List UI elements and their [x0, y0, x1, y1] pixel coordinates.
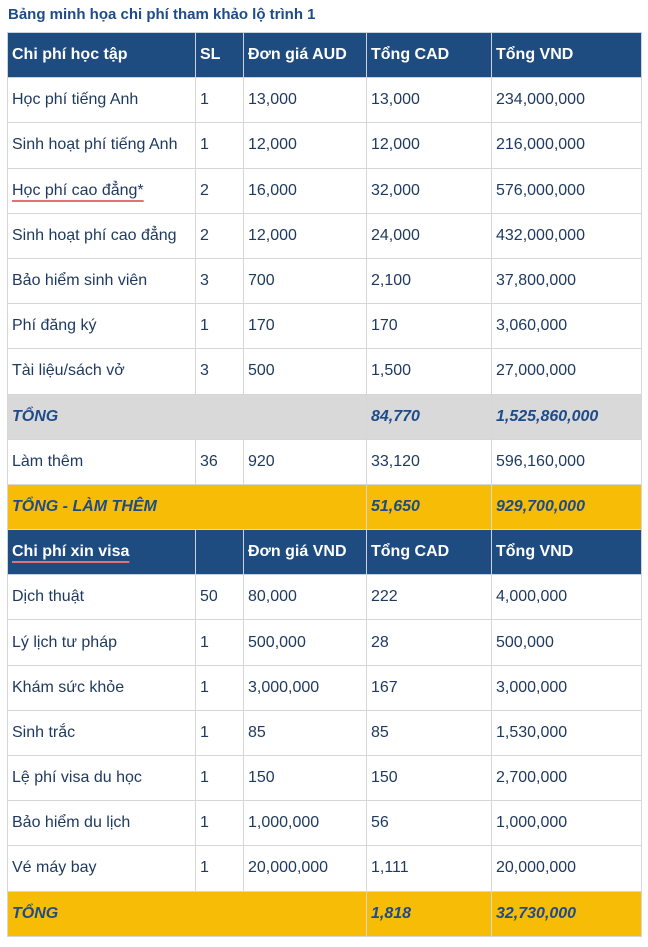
total-vnd: 4,000,000 — [492, 575, 642, 620]
header-cell: Tổng VND — [492, 33, 642, 78]
total-cad: 12,000 — [367, 123, 492, 168]
table-caption: Bảng minh họa chi phí tham khảo lộ trình 1 — [8, 6, 316, 23]
header-cell: Chi phí học tập — [8, 33, 196, 78]
quantity: 2 — [196, 168, 244, 213]
unit-price: 80,000 — [244, 575, 367, 620]
item-name: Phí đăng ký — [8, 304, 196, 349]
total-cad: 170 — [367, 304, 492, 349]
item-name: Dịch thuật — [8, 575, 196, 620]
total-cad: 167 — [367, 665, 492, 710]
item-name: Sinh trắc — [8, 710, 196, 755]
spellcheck-underlined-text: Học phí cao đẳng* — [12, 181, 144, 199]
header-cell: Tổng CAD — [367, 530, 492, 575]
table-row — [8, 620, 642, 665]
table-row — [8, 756, 642, 801]
net-total-row — [8, 484, 642, 529]
cost-table — [7, 32, 642, 937]
table-row — [8, 213, 642, 258]
item-name: Lý lịch tư pháp — [8, 620, 196, 665]
total-vnd: 576,000,000 — [492, 168, 642, 213]
unit-price: 3,000,000 — [244, 665, 367, 710]
total-cad: 24,000 — [367, 213, 492, 258]
unit-price: 12,000 — [244, 213, 367, 258]
total-vnd: 432,000,000 — [492, 213, 642, 258]
item-name — [8, 168, 196, 213]
unit-price: 170 — [244, 304, 367, 349]
table-row — [8, 710, 642, 755]
total-vnd: 2,700,000 — [492, 756, 642, 801]
header-cell — [8, 530, 196, 575]
study-total-row — [8, 394, 642, 439]
total-cad: 1,111 — [367, 846, 492, 891]
total-vnd: 234,000,000 — [492, 78, 642, 123]
spellcheck-underlined-text: Chi phí xin visa — [12, 543, 130, 561]
item-name: Sinh hoạt phí cao đẳng — [8, 213, 196, 258]
quantity: 1 — [196, 665, 244, 710]
quantity: 1 — [196, 710, 244, 755]
quantity: 1 — [196, 846, 244, 891]
header-cell: Tổng CAD — [367, 33, 492, 78]
unit-price: 150 — [244, 756, 367, 801]
unit-price: 16,000 — [244, 168, 367, 213]
total-label: TỔNG - LÀM THÊM — [8, 484, 367, 529]
total-cad: 51,650 — [367, 484, 492, 529]
quantity: 1 — [196, 620, 244, 665]
quantity: 3 — [196, 258, 244, 303]
total-cad: 28 — [367, 620, 492, 665]
visa-header-row — [8, 530, 642, 575]
total-label: TỔNG — [8, 394, 367, 439]
total-vnd: 596,160,000 — [492, 439, 642, 484]
table-row — [8, 78, 642, 123]
item-name: Bảo hiểm sinh viên — [8, 258, 196, 303]
total-vnd: 929,700,000 — [492, 484, 642, 529]
total-vnd: 1,530,000 — [492, 710, 642, 755]
table-row — [8, 304, 642, 349]
table-row — [8, 846, 642, 891]
unit-price: 500,000 — [244, 620, 367, 665]
total-label: TỔNG — [8, 891, 367, 936]
header-cell: Tổng VND — [492, 530, 642, 575]
total-vnd: 32,730,000 — [492, 891, 642, 936]
table-row — [8, 123, 642, 168]
visa-total-row — [8, 891, 642, 936]
total-cad: 32,000 — [367, 168, 492, 213]
item-name: Khám sức khỏe — [8, 665, 196, 710]
table-row — [8, 168, 642, 213]
unit-price: 700 — [244, 258, 367, 303]
item-name: Làm thêm — [8, 439, 196, 484]
header-cell: Đơn giá AUD — [244, 33, 367, 78]
item-name: Lệ phí visa du học — [8, 756, 196, 801]
total-vnd: 3,060,000 — [492, 304, 642, 349]
total-vnd: 20,000,000 — [492, 846, 642, 891]
total-cad: 150 — [367, 756, 492, 801]
unit-price: 1,000,000 — [244, 801, 367, 846]
quantity: 36 — [196, 439, 244, 484]
table-row — [8, 575, 642, 620]
item-name: Học phí tiếng Anh — [8, 78, 196, 123]
unit-price: 12,000 — [244, 123, 367, 168]
unit-price: 85 — [244, 710, 367, 755]
total-vnd: 27,000,000 — [492, 349, 642, 394]
total-vnd: 1,000,000 — [492, 801, 642, 846]
total-cad: 1,500 — [367, 349, 492, 394]
header-cell: Đơn giá VND — [244, 530, 367, 575]
item-name: Tài liệu/sách vở — [8, 349, 196, 394]
quantity: 1 — [196, 801, 244, 846]
total-cad: 85 — [367, 710, 492, 755]
unit-price: 920 — [244, 439, 367, 484]
header-cell: SL — [196, 33, 244, 78]
quantity: 2 — [196, 213, 244, 258]
table-row — [8, 349, 642, 394]
item-name: Vé máy bay — [8, 846, 196, 891]
quantity: 3 — [196, 349, 244, 394]
quantity: 1 — [196, 78, 244, 123]
unit-price: 13,000 — [244, 78, 367, 123]
unit-price: 500 — [244, 349, 367, 394]
total-cad: 222 — [367, 575, 492, 620]
total-cad: 2,100 — [367, 258, 492, 303]
study-header-row — [8, 33, 642, 78]
item-name: Sinh hoạt phí tiếng Anh — [8, 123, 196, 168]
quantity: 1 — [196, 756, 244, 801]
part-time-row — [8, 439, 642, 484]
quantity: 1 — [196, 304, 244, 349]
quantity: 1 — [196, 123, 244, 168]
quantity: 50 — [196, 575, 244, 620]
item-name: Bảo hiểm du lịch — [8, 801, 196, 846]
total-vnd: 500,000 — [492, 620, 642, 665]
table-row — [8, 801, 642, 846]
total-cad: 1,818 — [367, 891, 492, 936]
total-vnd: 37,800,000 — [492, 258, 642, 303]
table-row — [8, 258, 642, 303]
unit-price: 20,000,000 — [244, 846, 367, 891]
total-cad: 56 — [367, 801, 492, 846]
total-vnd: 216,000,000 — [492, 123, 642, 168]
total-vnd: 3,000,000 — [492, 665, 642, 710]
total-cad: 13,000 — [367, 78, 492, 123]
table-row — [8, 665, 642, 710]
total-vnd: 1,525,860,000 — [492, 394, 642, 439]
total-cad: 84,770 — [367, 394, 492, 439]
total-cad: 33,120 — [367, 439, 492, 484]
header-cell — [196, 530, 244, 575]
